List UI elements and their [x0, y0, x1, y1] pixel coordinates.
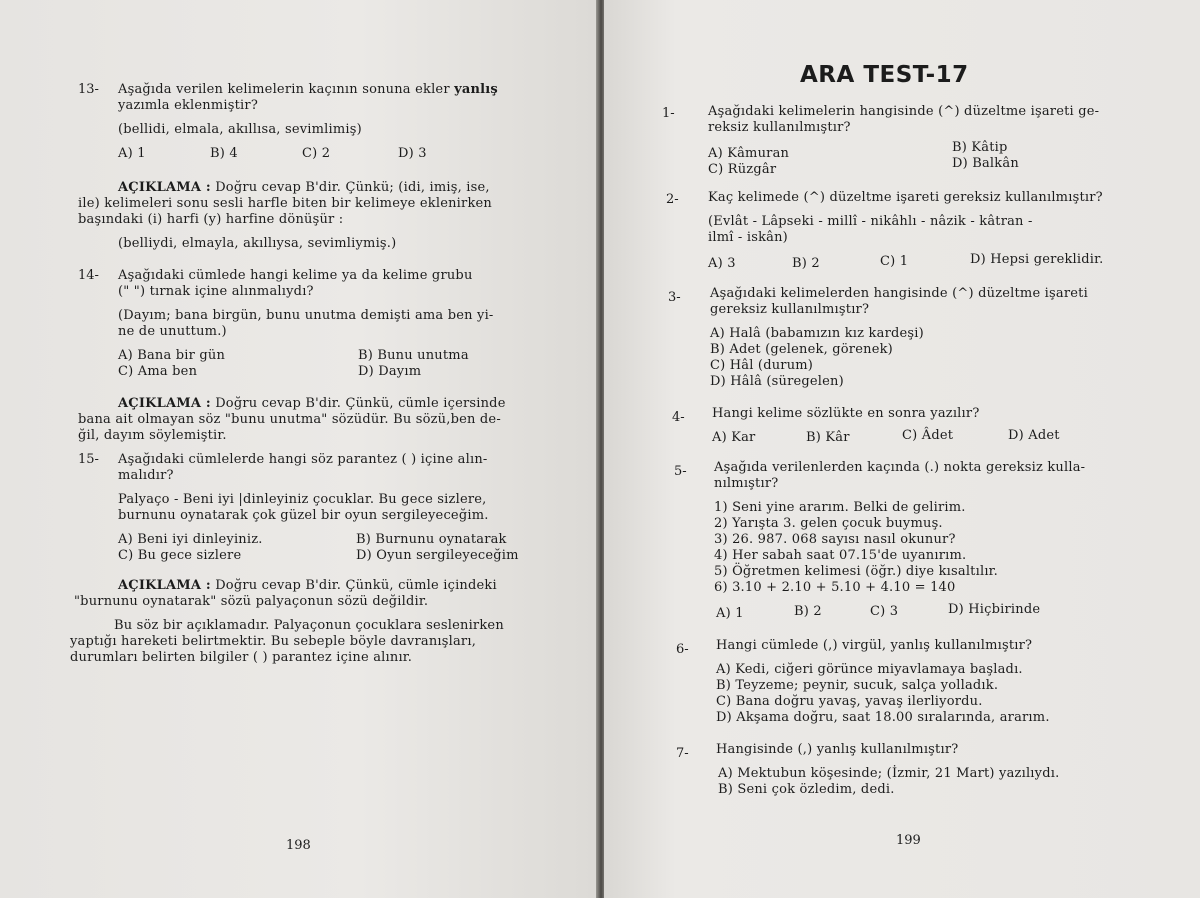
- q15-explanation-line4: yaptığı hareketi belirtmektir. Bu sebeple böyle davranışları,: [70, 634, 477, 649]
- q13-number: 13-: [78, 82, 99, 97]
- q5-option-c: C) 3: [870, 604, 899, 619]
- right-page: [604, 0, 1200, 898]
- q7-stem: Hangisinde (,) yanlış kullanılmıştır?: [716, 742, 959, 757]
- q15-explanation-line1: AÇIKLAMA : Doğru cevap B'dir. Çünkü, cümle içindeki: [118, 578, 497, 593]
- q1-option-d: D) Balkân: [952, 156, 1019, 171]
- q15-option-b: B) Burnunu oynatarak: [356, 532, 507, 547]
- q4-option-d: D) Adet: [1008, 428, 1060, 443]
- q13-option-b: B) 4: [210, 146, 238, 161]
- q2-stem-line1: Kaç kelimede (^) düzeltme işareti gereksiz kullanılmıştır?: [708, 190, 1103, 205]
- q14-option-c: C) Ama ben: [118, 364, 198, 379]
- q14-option-b: B) Bunu unutma: [358, 348, 469, 363]
- q5-item-3: 3) 26. 987. 068 sayısı nasıl okunur?: [714, 532, 956, 547]
- q15-option-a: A) Beni iyi dinleyiniz.: [118, 532, 263, 547]
- q2-option-c: C) 1: [880, 254, 909, 269]
- q6-option-d: D) Akşama doğru, saat 18.00 sıralarında, ararım.: [716, 710, 1050, 725]
- q1-number: 1-: [662, 106, 675, 121]
- q14-option-a: A) Bana bir gün: [118, 348, 226, 363]
- q4-option-c: C) Âdet: [902, 428, 954, 443]
- q7-number: 7-: [676, 746, 689, 761]
- q14-sentence-line2: ne de unuttum.): [118, 324, 227, 339]
- q3-stem-line2: gereksiz kullanılmıştır?: [710, 302, 870, 317]
- q4-option-b: B) Kâr: [806, 430, 850, 445]
- q15-explanation-line2: "burnunu oynatarak" sözü palyaçonun sözü değildir.: [74, 594, 429, 609]
- q1-stem-line2: reksiz kullanılmıştır?: [708, 120, 851, 135]
- q3-number: 3-: [668, 290, 681, 305]
- q13-explanation-line3: başındaki (i) harfi (y) harfine dönüşür :: [78, 212, 344, 227]
- q1-stem-line1: Aşağıdaki kelimelerin hangisinde (^) düzeltme işareti ge-: [708, 104, 1100, 119]
- q2-option-b: B) 2: [792, 256, 820, 271]
- q14-explanation-line1: AÇIKLAMA : Doğru cevap B'dir. Çünkü, cümle içersinde: [118, 396, 506, 411]
- q2-number: 2-: [666, 192, 679, 207]
- q15-sentence-line1: Palyaço - Beni iyi |dinleyiniz çocuklar. Bu gece sizlere,: [118, 492, 487, 507]
- q13-stem-bold: yanlış: [454, 82, 498, 97]
- q4-number: 4-: [672, 410, 685, 425]
- q13-stem-line1: Aşağıda verilen kelimelerin kaçının sonuna ekler yanlış: [118, 82, 498, 97]
- page-number-left: 198: [286, 838, 311, 853]
- q4-stem: Hangi kelime sözlükte en sonra yazılır?: [712, 406, 980, 421]
- q13-stem-line2: yazımla eklenmiştir?: [118, 98, 258, 113]
- q14-number: 14-: [78, 268, 99, 283]
- q3-option-d: D) Hâlâ (süregelen): [710, 374, 844, 389]
- q13-explanation-line1: AÇIKLAMA : Doğru cevap B'dir. Çünkü; (idi, imiş, ise,: [118, 180, 490, 195]
- q5-item-5: 5) Öğretmen kelimesi (öğr.) diye kısaltılır.: [714, 564, 999, 579]
- left-page: [0, 0, 598, 898]
- q1-option-c: C) Rüzgâr: [708, 162, 777, 177]
- q5-item-4: 4) Her sabah saat 07.15'de uyanırım.: [714, 548, 967, 563]
- q7-option-b: B) Seni çok özledim, dedi.: [718, 782, 895, 797]
- q13-explanation-label: AÇIKLAMA :: [118, 180, 211, 195]
- q2-option-a: A) 3: [708, 256, 736, 271]
- q13-option-a: A) 1: [118, 146, 146, 161]
- q13-given: (bellidi, elmala, akıllısa, sevimlimiş): [118, 122, 362, 137]
- q15-stem-line2: malıdır?: [118, 468, 174, 483]
- q1-option-a: A) Kâmuran: [708, 146, 790, 161]
- q15-number: 15-: [78, 452, 99, 467]
- q13-option-c: C) 2: [302, 146, 331, 161]
- q2-given-line2: ilmî - iskân): [708, 230, 788, 245]
- q13-option-d: D) 3: [398, 146, 427, 161]
- test-title: ARA TEST-17: [800, 62, 969, 88]
- q6-stem: Hangi cümlede (,) virgül, yanlış kullanılmıştır?: [716, 638, 1033, 653]
- q7-option-a: A) Mektubun köşesinde; (İzmir, 21 Mart) yazılıydı.: [718, 766, 1060, 781]
- q15-explanation-label: AÇIKLAMA :: [118, 578, 211, 593]
- q14-explanation-line2: bana ait olmayan söz "bunu unutma" sözüdür. Bu sözü,ben de-: [78, 412, 501, 427]
- q5-stem-line1: Aşağıda verilenlerden kaçında (.) nokta gereksiz kulla-: [714, 460, 1086, 475]
- q5-option-a: A) 1: [716, 606, 744, 621]
- q2-given-line1: (Evlât - Lâpseki - millî - nikâhlı - nâzik - kâtran -: [708, 214, 1033, 229]
- q14-option-d: D) Dayım: [358, 364, 422, 379]
- q5-option-b: B) 2: [794, 604, 822, 619]
- q13-explanation-line2: ile) kelimeleri sonu sesli harfle biten bir kelimeye eklenirken: [78, 196, 492, 211]
- q15-explanation-line3: Bu söz bir açıklamadır. Palyaçonun çocuklara seslenirken: [114, 618, 504, 633]
- q5-item-2: 2) Yarışta 3. gelen çocuk buymuş.: [714, 516, 943, 531]
- q5-stem-line2: nılmıştır?: [714, 476, 779, 491]
- q15-explanation-line5: durumları belirten bilgiler ( ) parantez içine alınır.: [70, 650, 413, 665]
- q5-number: 5-: [674, 464, 687, 479]
- q3-option-a: A) Halâ (babamızın kız kardeşi): [710, 326, 924, 341]
- q5-item-1: 1) Seni yine ararım. Belki de gelirim.: [714, 500, 966, 515]
- q2-option-d: D) Hepsi gereklidir.: [970, 252, 1104, 267]
- q6-option-b: B) Teyzeme; peynir, sucuk, salça yolladık.: [716, 678, 999, 693]
- q3-option-c: C) Hâl (durum): [710, 358, 814, 373]
- q15-option-c: C) Bu gece sizlere: [118, 548, 242, 563]
- q6-option-c: C) Bana doğru yavaş, yavaş ilerliyordu.: [716, 694, 983, 709]
- q14-explanation-label: AÇIKLAMA :: [118, 396, 211, 411]
- q14-stem-line1: Aşağıdaki cümlede hangi kelime ya da kelime grubu: [118, 268, 473, 283]
- q15-option-d: D) Oyun sergileyeceğim: [356, 548, 519, 563]
- q4-option-a: A) Kar: [712, 430, 756, 445]
- q6-option-a: A) Kedi, ciğeri görünce miyavlamaya başladı.: [716, 662, 1023, 677]
- q3-option-b: B) Adet (gelenek, görenek): [710, 342, 893, 357]
- q1-option-b: B) Kâtip: [952, 140, 1008, 155]
- q15-stem-line1: Aşağıdaki cümlelerde hangi söz parantez ( ) içine alın-: [118, 452, 488, 467]
- q15-sentence-line2: burnunu oynatarak çok güzel bir oyun sergileyeceğim.: [118, 508, 489, 523]
- q14-sentence-line1: (Dayım; bana birgün, bunu unutma demişti ama ben yi-: [118, 308, 494, 323]
- q5-option-d: D) Hiçbirinde: [948, 602, 1041, 617]
- q13-explanation-line4: (belliydi, elmayla, akıllıysa, sevimliymiş.): [118, 236, 397, 251]
- page-number-right: 199: [896, 833, 921, 848]
- q5-item-6: 6) 3.10 + 2.10 + 5.10 + 4.10 = 140: [714, 580, 956, 595]
- q3-stem-line1: Aşağıdaki kelimelerden hangisinde (^) düzeltme işareti: [710, 286, 1088, 301]
- q14-explanation-line3: ğil, dayım söylemiştir.: [78, 428, 227, 443]
- q14-stem-line2: (" ") tırnak içine alınmalıydı?: [118, 284, 314, 299]
- q6-number: 6-: [676, 642, 689, 657]
